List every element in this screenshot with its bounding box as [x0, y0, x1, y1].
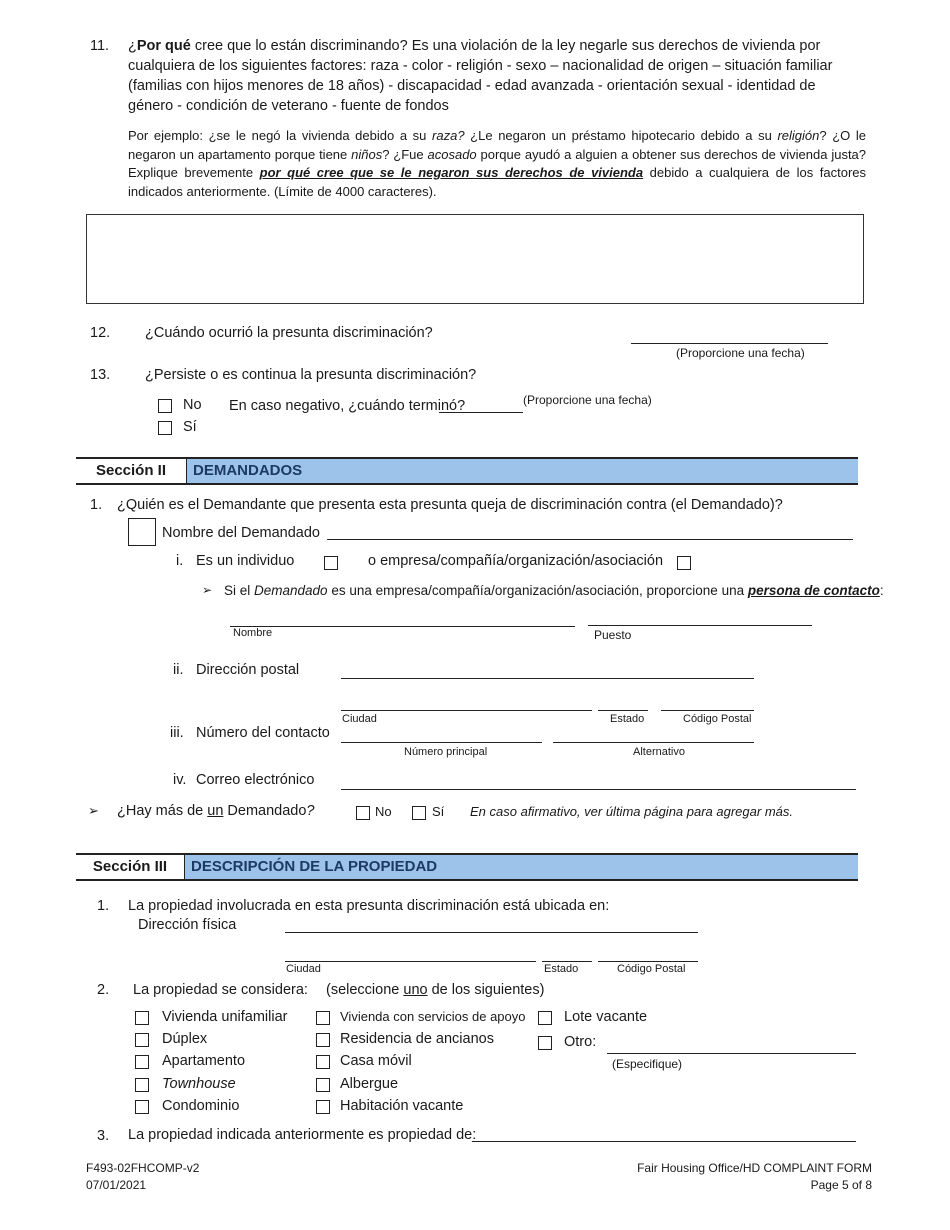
section-iii-title: DESCRIPCIÓN DE LA PROPIEDAD: [185, 855, 858, 879]
phone-alt-line[interactable]: [553, 742, 754, 743]
phone-main-line[interactable]: [341, 742, 542, 743]
phone-main-caption: Número principal: [404, 746, 488, 758]
postal-address-line[interactable]: [341, 678, 754, 679]
more-respondents-si-checkbox[interactable]: [412, 806, 426, 820]
mobile-home-label: Casa móvil: [340, 1053, 412, 1069]
s3-q2-number: 2.: [97, 982, 110, 998]
more-respondents-no-label: No: [375, 804, 392, 819]
respondent-name-label: Nombre del Demandado: [162, 525, 320, 541]
shelter-label: Albergue: [340, 1076, 399, 1092]
senior-residence-checkbox[interactable]: [316, 1033, 330, 1047]
s2-q1-question: ¿Quién es el Demandante que presenta esta presunta queja de discriminación contra (el Demandado)?: [117, 497, 783, 513]
q13-number: 13.: [90, 367, 111, 383]
owner-line[interactable]: [472, 1141, 856, 1142]
section-ii-label: Sección II: [76, 459, 187, 483]
section-ii-header: [76, 457, 858, 485]
q12-date-line[interactable]: [631, 343, 828, 344]
q12-number: 12.: [90, 325, 111, 341]
q11-number: 11.: [90, 38, 110, 54]
postal-zip-line[interactable]: [661, 710, 754, 711]
s2-i-company-label: o empresa/compañía/organización/asociación: [368, 553, 664, 569]
s3-q3-number: 3.: [97, 1128, 110, 1144]
s2-q1-number: 1.: [90, 497, 103, 513]
q13-date-line[interactable]: [439, 412, 523, 413]
q13-no-label: No: [183, 397, 202, 413]
q12-question: ¿Cuándo ocurrió la presunta discriminación?: [145, 325, 433, 341]
more-respondents-note: En caso afirmativo, ver última página para agregar más.: [470, 804, 793, 819]
s2-i-individual-label: Es un individuo: [196, 553, 295, 569]
office-name: Fair Housing Office/HD COMPLAINT FORM: [637, 1161, 872, 1175]
postal-city-line[interactable]: [341, 710, 592, 711]
contact-instruction: Si el Demandado es una empresa/compañía/organización/asociación, proporcione una persona de contacto:: [224, 583, 884, 598]
individual-checkbox[interactable]: [324, 556, 338, 570]
property-state-caption: Estado: [544, 963, 579, 975]
respondent-name-line[interactable]: [327, 539, 853, 540]
property-city-caption: Ciudad: [286, 963, 321, 975]
s3-q1-number: 1.: [97, 898, 110, 914]
duplex-checkbox[interactable]: [135, 1033, 149, 1047]
q11-question: ¿Por qué cree que lo están discriminando? Es una violación de la ley negarle sus derechos de vivienda por cualquiera de los siguientes factores: raza - color - religión - sexo – nacionalidad de origen – situación familiar (familias con hijos menores de 18 años) - discapacidad - edad avanzada - orientación sexual - identidad de género - condición de veterano - fuente de fondos: [128, 38, 833, 114]
form-id: F493-02FHCOMP-v2: [86, 1161, 200, 1175]
assisted-living-label: Vivienda con servicios de apoyo: [340, 1009, 526, 1024]
assisted-living-checkbox[interactable]: [316, 1011, 330, 1025]
townhouse-label: Townhouse: [162, 1076, 236, 1092]
vacant-room-checkbox[interactable]: [316, 1100, 330, 1114]
s3-q3-question: La propiedad indicada anteriormente es propiedad de:: [128, 1127, 477, 1143]
arrow-bullet-icon: ➢: [88, 803, 99, 818]
more-respondents-question: ¿Hay más de un Demandado?: [117, 803, 315, 819]
form-date: 07/01/2021: [86, 1178, 147, 1192]
vacant-lot-label: Lote vacante: [564, 1009, 648, 1025]
company-checkbox[interactable]: [677, 556, 691, 570]
q13-question: ¿Persiste o es continua la presunta discriminación?: [145, 367, 477, 383]
more-respondents-si-label: Sí: [432, 804, 445, 819]
footer-right: [637, 1160, 872, 1194]
physical-address-line[interactable]: [285, 932, 698, 933]
s3-q2-instruction: (seleccione uno de los siguientes): [326, 982, 545, 998]
single-family-checkbox[interactable]: [135, 1011, 149, 1025]
s2-iv-label: Correo electrónico: [196, 772, 315, 788]
arrow-bullet-icon: ➢: [202, 583, 213, 597]
other-checkbox[interactable]: [538, 1036, 552, 1050]
footer-left: [86, 1160, 199, 1194]
q13-si-checkbox[interactable]: [158, 421, 172, 435]
s2-iii-label: Número del contacto: [196, 725, 330, 741]
property-city-line[interactable]: [285, 961, 536, 962]
senior-residence-label: Residencia de ancianos: [340, 1031, 494, 1047]
property-state-line[interactable]: [542, 961, 592, 962]
contact-title-line[interactable]: [588, 625, 812, 626]
page-number: Page 5 of 8: [810, 1178, 872, 1192]
duplex-label: Dúplex: [162, 1031, 208, 1047]
postal-zip-caption: Código Postal: [683, 713, 752, 725]
phone-alt-caption: Alternativo: [633, 746, 685, 758]
mobile-home-checkbox[interactable]: [316, 1055, 330, 1069]
q12-hint: (Proporcione una fecha): [676, 346, 805, 360]
s2-iii-number: iii.: [170, 725, 184, 741]
q13-no-checkbox[interactable]: [158, 399, 172, 413]
other-specify-caption: (Especifique): [612, 1057, 683, 1071]
q13-negative-label: En caso negativo, ¿cuándo terminó?: [229, 398, 466, 414]
contact-name-line[interactable]: [230, 626, 575, 627]
q11-answer-box[interactable]: [86, 214, 864, 304]
section-ii-title: DEMANDADOS: [187, 459, 858, 483]
property-zip-caption: Código Postal: [617, 963, 686, 975]
q13-hint: (Proporcione una fecha): [523, 393, 652, 407]
contact-name-caption: Nombre: [233, 627, 273, 639]
s3-q2-question: La propiedad se considera:: [133, 982, 308, 998]
s2-iv-number: iv.: [173, 772, 187, 788]
section-iii-header: [76, 853, 858, 881]
section-iii-label: Sección III: [76, 855, 185, 879]
s2-i-number: i.: [176, 553, 184, 569]
s3-q1-question: La propiedad involucrada en esta presunta discriminación está ubicada en:: [128, 898, 610, 914]
apartment-label: Apartamento: [162, 1053, 246, 1069]
s2-ii-label: Dirección postal: [196, 662, 300, 678]
respondent-name-box[interactable]: [128, 518, 156, 546]
apartment-checkbox[interactable]: [135, 1055, 149, 1069]
single-family-label: Vivienda unifamiliar: [162, 1009, 288, 1025]
contact-title-caption: Puesto: [594, 628, 632, 642]
other-label: Otro:: [564, 1034, 597, 1050]
postal-state-caption: Estado: [610, 713, 645, 725]
condominium-checkbox[interactable]: [135, 1100, 149, 1114]
postal-city-caption: Ciudad: [342, 713, 377, 725]
vacant-room-label: Habitación vacante: [340, 1098, 464, 1114]
q11-example: Por ejemplo: ¿se le negó la vivienda debido a su raza? ¿Le negaron un préstamo hipotecario debido a su religión? ¿O le negaron un apartamento porque tiene niños? ¿Fue acosado porque ayudó a alguien a obtener sus derechos de vivienda justa? Explique brevemente por qué cree que se le negaron sus derechos de vivienda debido a cualquiera de los factores indicados anteriormente. (Límite de 4000 caracteres).: [128, 128, 867, 199]
condominium-label: Condominio: [162, 1098, 240, 1114]
shelter-checkbox[interactable]: [316, 1078, 330, 1092]
email-line[interactable]: [341, 789, 856, 790]
postal-state-line[interactable]: [598, 710, 648, 711]
property-zip-line[interactable]: [598, 961, 698, 962]
townhouse-checkbox[interactable]: [135, 1078, 149, 1092]
physical-address-label: Dirección física: [138, 917, 237, 933]
more-respondents-no-checkbox[interactable]: [356, 806, 370, 820]
vacant-lot-checkbox[interactable]: [538, 1011, 552, 1025]
other-specify-line[interactable]: [607, 1053, 856, 1054]
q13-si-label: Sí: [183, 419, 197, 435]
s2-ii-number: ii.: [173, 662, 184, 678]
